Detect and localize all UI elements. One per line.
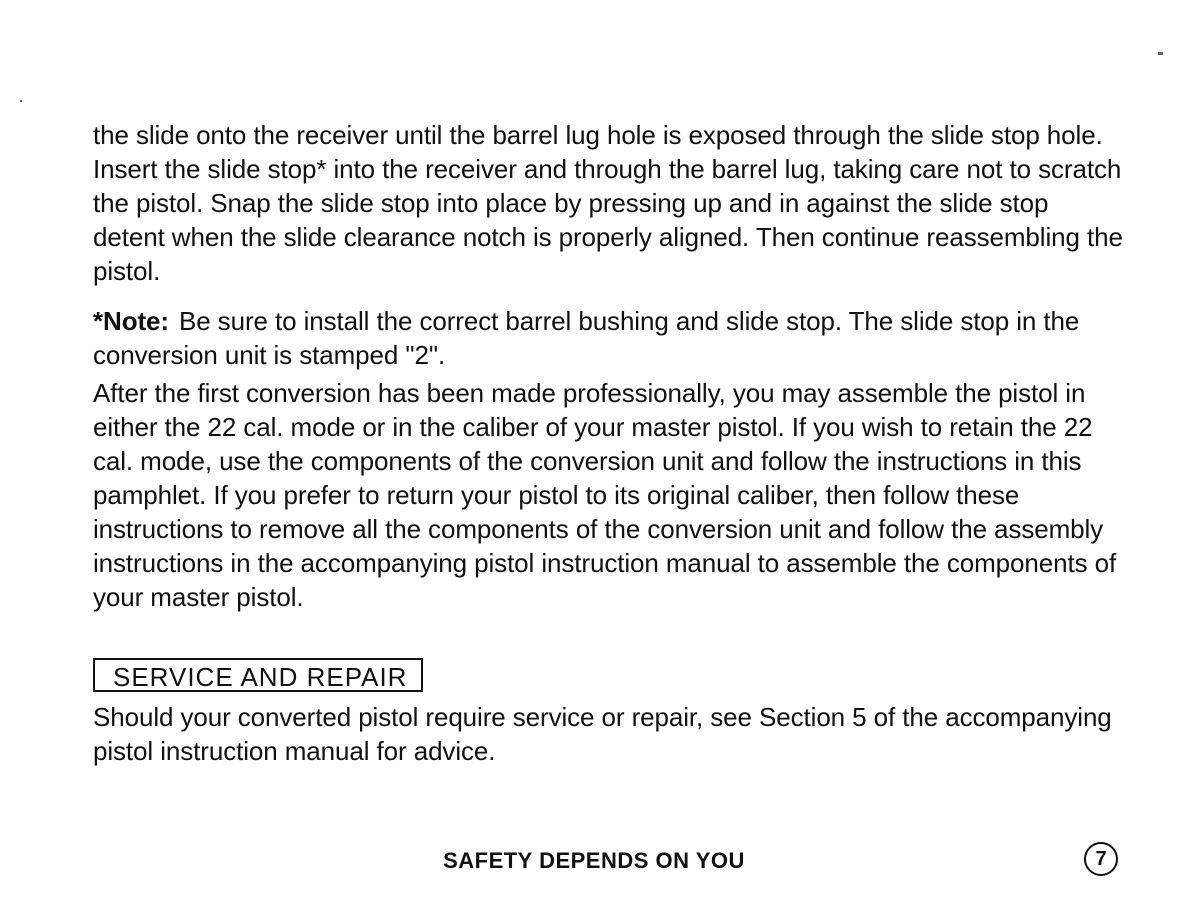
scan-speck	[1158, 52, 1163, 55]
paragraph-note	[93, 304, 1123, 372]
section-heading-service-repair: SERVICE AND REPAIR	[93, 658, 423, 692]
scan-speck	[20, 100, 22, 102]
paragraph-conversion: After the first conversion has been made professionally, you may assemble the pistol in either the 22 cal. mode or in the caliber of your master pistol. If you wish to retain the 22 cal. mode, use the components of the conversion unit and follow the instructions in this pamphlet. If you prefer to return your pistol to its original caliber, then follow these instructions to remove all the components of the conversion unit and follow the assembly instructions in the accompanying pistol instruction manual to assemble the components of your master pistol.	[93, 378, 1117, 612]
note-text: Be sure to install the correct barrel bushing and slide stop. The slide stop in the conversion unit is stamped "2".	[93, 306, 1080, 370]
footer-safety-text: SAFETY DEPENDS ON YOU	[443, 848, 745, 873]
note-label: *Note:	[93, 306, 169, 336]
page-number-badge: 7	[1084, 842, 1118, 876]
paragraph-service: Should your converted pistol require service or repair, see Section 5 of the accompanying pistol instruction manual for advice.	[93, 702, 1112, 766]
paragraph-reassembly: the slide onto the receiver until the barrel lug hole is exposed through the slide stop hole. Insert the slide stop* into the receiver and through the barrel lug, taking care not to scratch the pistol. Snap the slide stop into place by pressing up and in against the slide stop detent when the slide clearance notch is properly aligned. Then continue reassembling the pistol.	[93, 120, 1123, 286]
